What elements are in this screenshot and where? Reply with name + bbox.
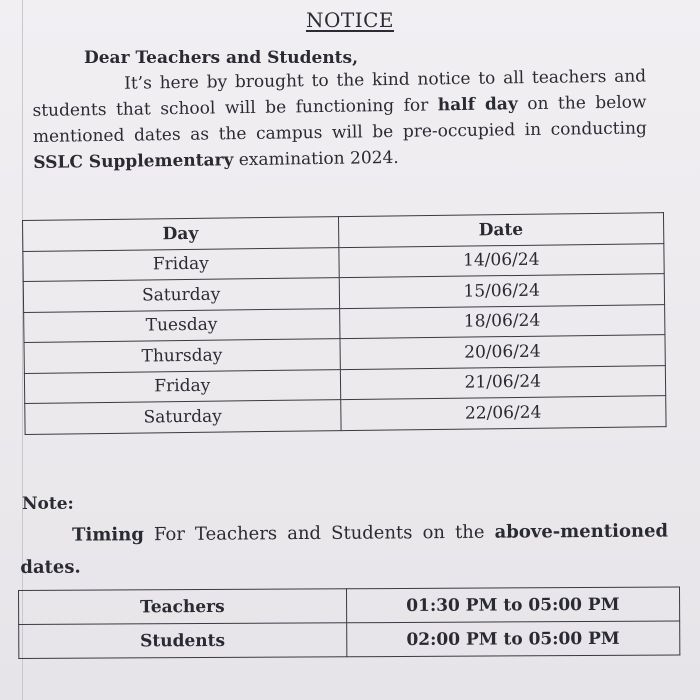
audience-cell: Students — [19, 623, 347, 659]
above-mentioned-dates-emphasis: above-mentioned dates. — [20, 520, 669, 578]
notice-paragraph — [32, 63, 647, 176]
date-cell: 21/06/24 — [340, 365, 666, 399]
header-date: Date — [338, 213, 664, 247]
date-cell: 18/06/24 — [339, 304, 665, 338]
half-day-emphasis: half day — [437, 94, 518, 116]
timing-table — [18, 587, 680, 659]
table-row — [19, 587, 680, 624]
day-cell: Thursday — [24, 339, 340, 373]
timing-paragraph — [20, 515, 668, 584]
day-cell: Friday — [23, 247, 339, 281]
paragraph-part-2: on the below mentioned dates as the campus will be pre-occupied in conducting — [32, 92, 647, 147]
note-heading: Note: — [22, 494, 74, 514]
time-cell: 02:00 PM to 05:00 PM — [346, 621, 680, 657]
paragraph-indent — [32, 89, 124, 90]
date-cell: 15/06/24 — [339, 274, 665, 308]
paragraph-part-1: It’s here by brought to the kind notice to all teachers and students that school will be functioning for — [32, 66, 647, 121]
timing-text-middle: For Teachers and Students on the — [143, 521, 495, 546]
header-day: Day — [23, 217, 339, 251]
salutation: Dear Teachers and Students, — [84, 48, 359, 68]
day-cell: Saturday — [23, 278, 339, 312]
table-row — [25, 396, 666, 434]
paragraph-part-3: examination 2024. — [233, 147, 399, 171]
time-cell: 01:30 PM to 05:00 PM — [346, 587, 680, 623]
day-cell: Saturday — [25, 400, 341, 434]
date-cell: 22/06/24 — [340, 396, 666, 430]
date-cell: 20/06/24 — [340, 335, 666, 369]
dates-table — [22, 212, 667, 434]
day-cell: Tuesday — [24, 308, 340, 342]
exam-name-emphasis: SSLC Supplementary — [33, 150, 234, 173]
audience-cell: Teachers — [19, 589, 347, 625]
timing-emphasis: Timing — [72, 524, 144, 546]
table-row — [19, 621, 680, 658]
notice-title: NOTICE — [305, 8, 395, 32]
day-cell: Friday — [24, 369, 340, 403]
date-cell: 14/06/24 — [338, 243, 664, 277]
